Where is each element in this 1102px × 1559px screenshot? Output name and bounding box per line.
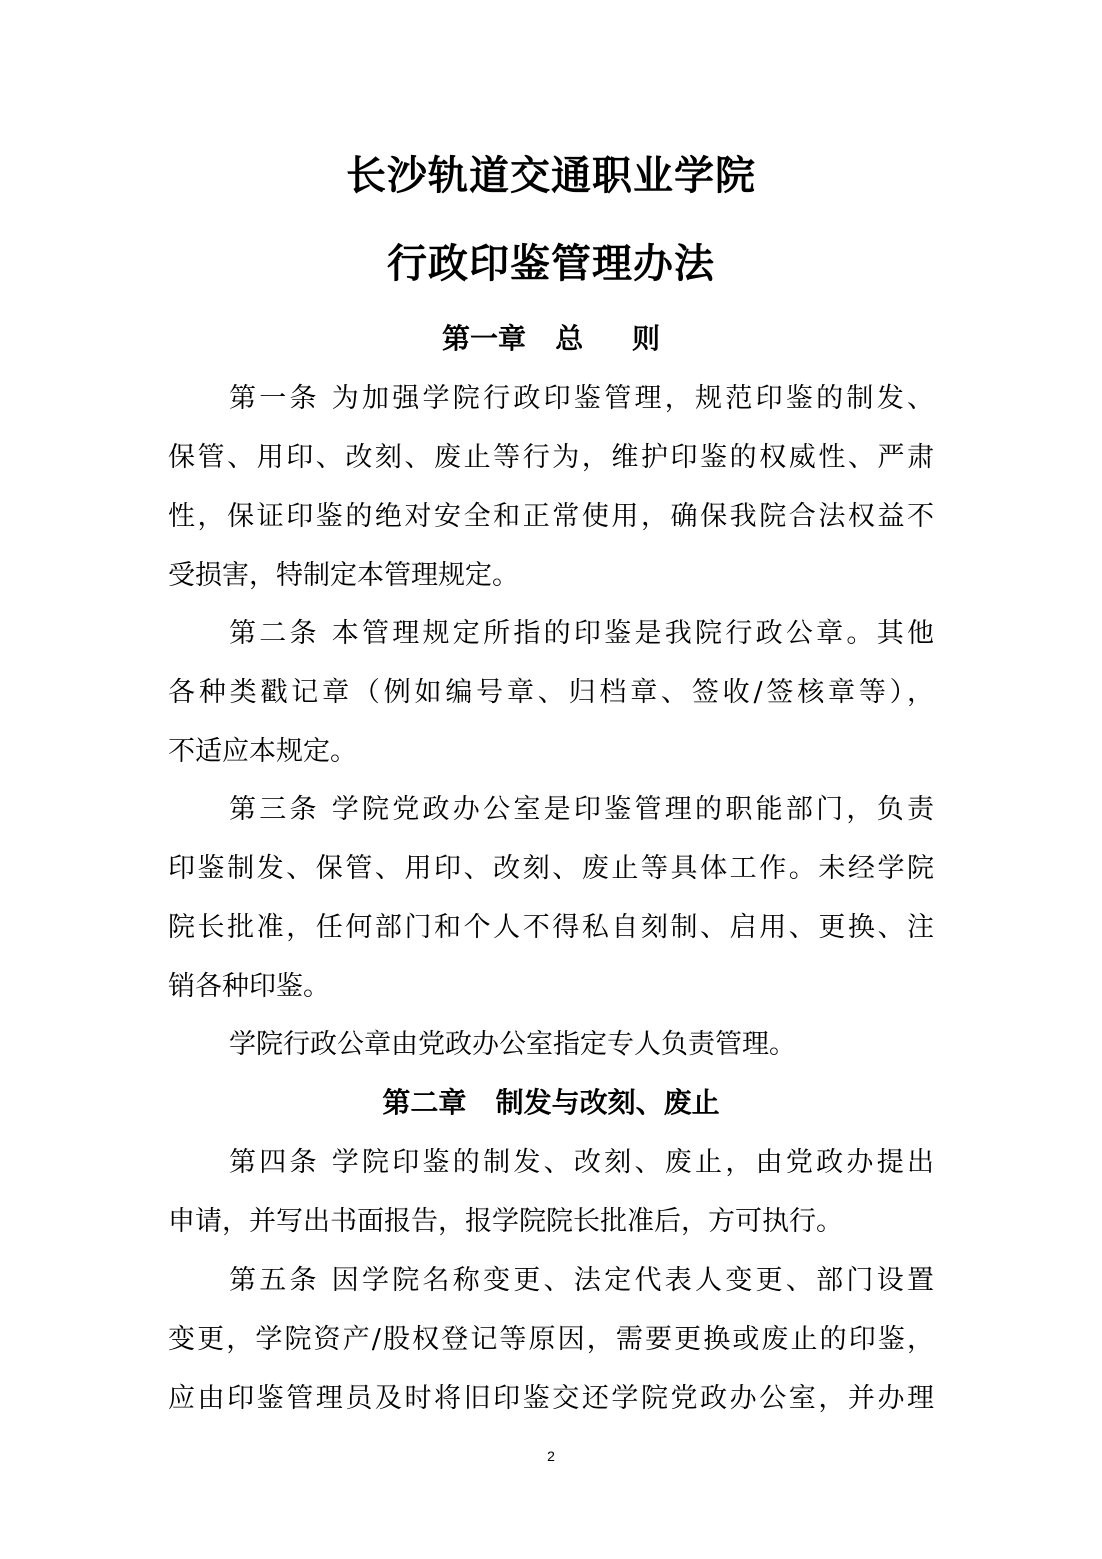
page-number: 2	[547, 1448, 555, 1464]
article-1-line-2: 保管、用印、改刻、废止等行为，维护印鉴的权威性、严肃	[168, 442, 934, 473]
article-3-paragraph-2: 学院行政公章由党政办公室指定专人负责管理。	[229, 1029, 796, 1060]
article-2-line-2: 各种类戳记章（例如编号章、归档章、签收/签核章等），	[168, 677, 934, 708]
article-1-line-1: 第一条 为加强学院行政印鉴管理，规范印鉴的制发、	[229, 383, 934, 414]
article-4-line-2: 申请，并写出书面报告，报学院院长批准后，方可执行。	[168, 1206, 843, 1237]
article-3-line-4: 销各种印鉴。	[168, 971, 330, 1002]
article-1-line-4: 受损害，特制定本管理规定。	[168, 560, 519, 591]
article-4-line-1: 第四条 学院印鉴的制发、改刻、废止，由党政办提出	[229, 1147, 934, 1178]
article-3-line-1: 第三条 学院党政办公室是印鉴管理的职能部门，负责	[229, 794, 934, 825]
article-5-line-1: 第五条 因学院名称变更、法定代表人变更、部门设置	[229, 1265, 934, 1296]
article-5-line-3: 应由印鉴管理员及时将旧印鉴交还学院党政办公室，并办理	[168, 1383, 934, 1414]
article-2-line-1: 第二条 本管理规定所指的印鉴是我院行政公章。其他	[229, 618, 934, 649]
article-2-line-3: 不适应本规定。	[168, 736, 357, 767]
article-1-line-3: 性，保证印鉴的绝对安全和正常使用，确保我院合法权益不	[168, 501, 934, 532]
document-title-line-1: 长沙轨道交通职业学院	[346, 152, 756, 199]
article-3-line-3: 院长批准，任何部门和个人不得私自刻制、启用、更换、注	[168, 912, 934, 943]
chapter-2-heading: 第二章 制发与改刻、废止	[382, 1086, 720, 1119]
document-title-line-2: 行政印鉴管理办法	[387, 240, 715, 287]
article-5-line-2: 变更，学院资产/股权登记等原因，需要更换或废止的印鉴，	[168, 1324, 934, 1355]
chapter-1-heading: 第一章 总 则	[442, 322, 660, 355]
article-3-line-2: 印鉴制发、保管、用印、改刻、废止等具体工作。未经学院	[168, 853, 934, 884]
